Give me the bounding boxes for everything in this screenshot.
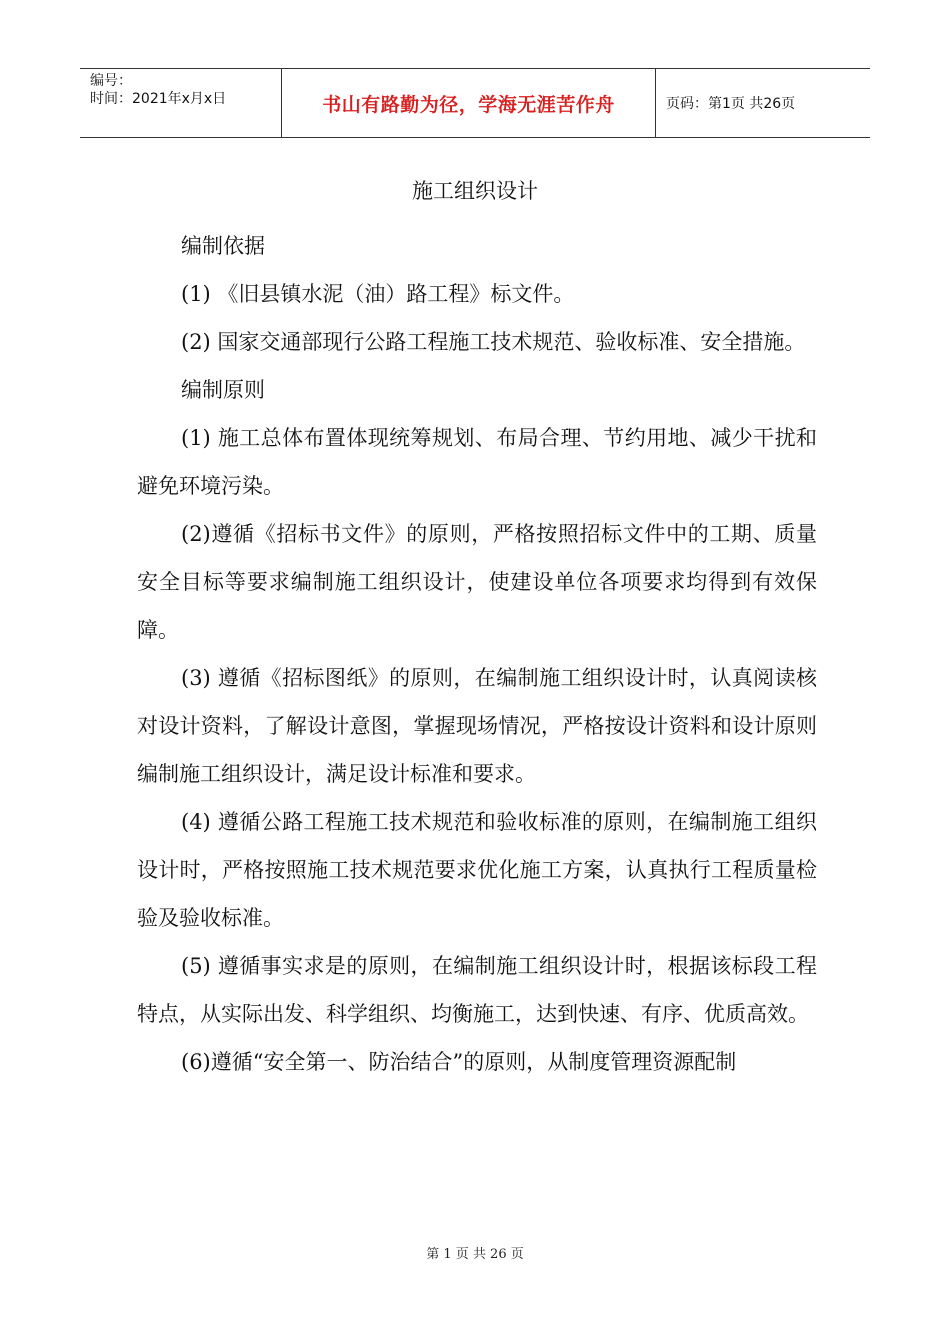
paragraph: (6)遵循“安全第一、防治结合”的原则，从制度管理资源配制 [181, 1050, 737, 1074]
document-title: 施工组织设计 [412, 179, 538, 203]
header-motto: 书山有路勤为径，学海无涯苦作舟 [282, 69, 656, 137]
page-footer: 第 1 页 共 26 页 [426, 1247, 524, 1262]
header-meta-cell [80, 69, 282, 137]
header-page-info: 页码：第1页 共26页 [666, 96, 796, 112]
page-header [80, 68, 870, 138]
document-time-label: 时间：2021年x月x日 [90, 91, 227, 107]
document-number-label: 编号： [90, 73, 132, 89]
paragraph: (5) 遵循事实求是的原则，在编制施工组织设计时，根据该标段工程特点，从实际出发、科学组织、均衡施工，达到快速、有序、优质高效。 [137, 954, 817, 1026]
section-heading-basis: 编制依据 [181, 234, 265, 258]
paragraph: (2) 国家交通部现行公路工程施工技术规范、验收标准、安全措施。 [181, 330, 806, 354]
paragraph: (2)遵循《招标书文件》的原则，严格按照招标文件中的工期、质量安全目标等要求编制施工组织设计，使建设单位各项要求均得到有效保障。 [137, 522, 817, 642]
document-body [137, 222, 817, 1086]
paragraph: (3) 遵循《招标图纸》的原则，在编制施工组织设计时，认真阅读核对设计资料，了解设计意图，掌握现场情况，严格按设计资料和设计原则编制施工组织设计，满足设计标准和要求。 [137, 666, 817, 786]
paragraph: (1) 施工总体布置体现统筹规划、布局合理、节约用地、减少干扰和避免环境污染。 [137, 426, 817, 498]
paragraph: (4) 遵循公路工程施工技术规范和验收标准的原则，在编制施工组织设计时，严格按照施工技术规范要求优化施工方案，认真执行工程质量检验及验收标准。 [137, 810, 817, 930]
paragraph: (1) 《旧县镇水泥（油）路工程》标文件。 [181, 282, 575, 306]
section-heading-principles: 编制原则 [181, 378, 265, 402]
